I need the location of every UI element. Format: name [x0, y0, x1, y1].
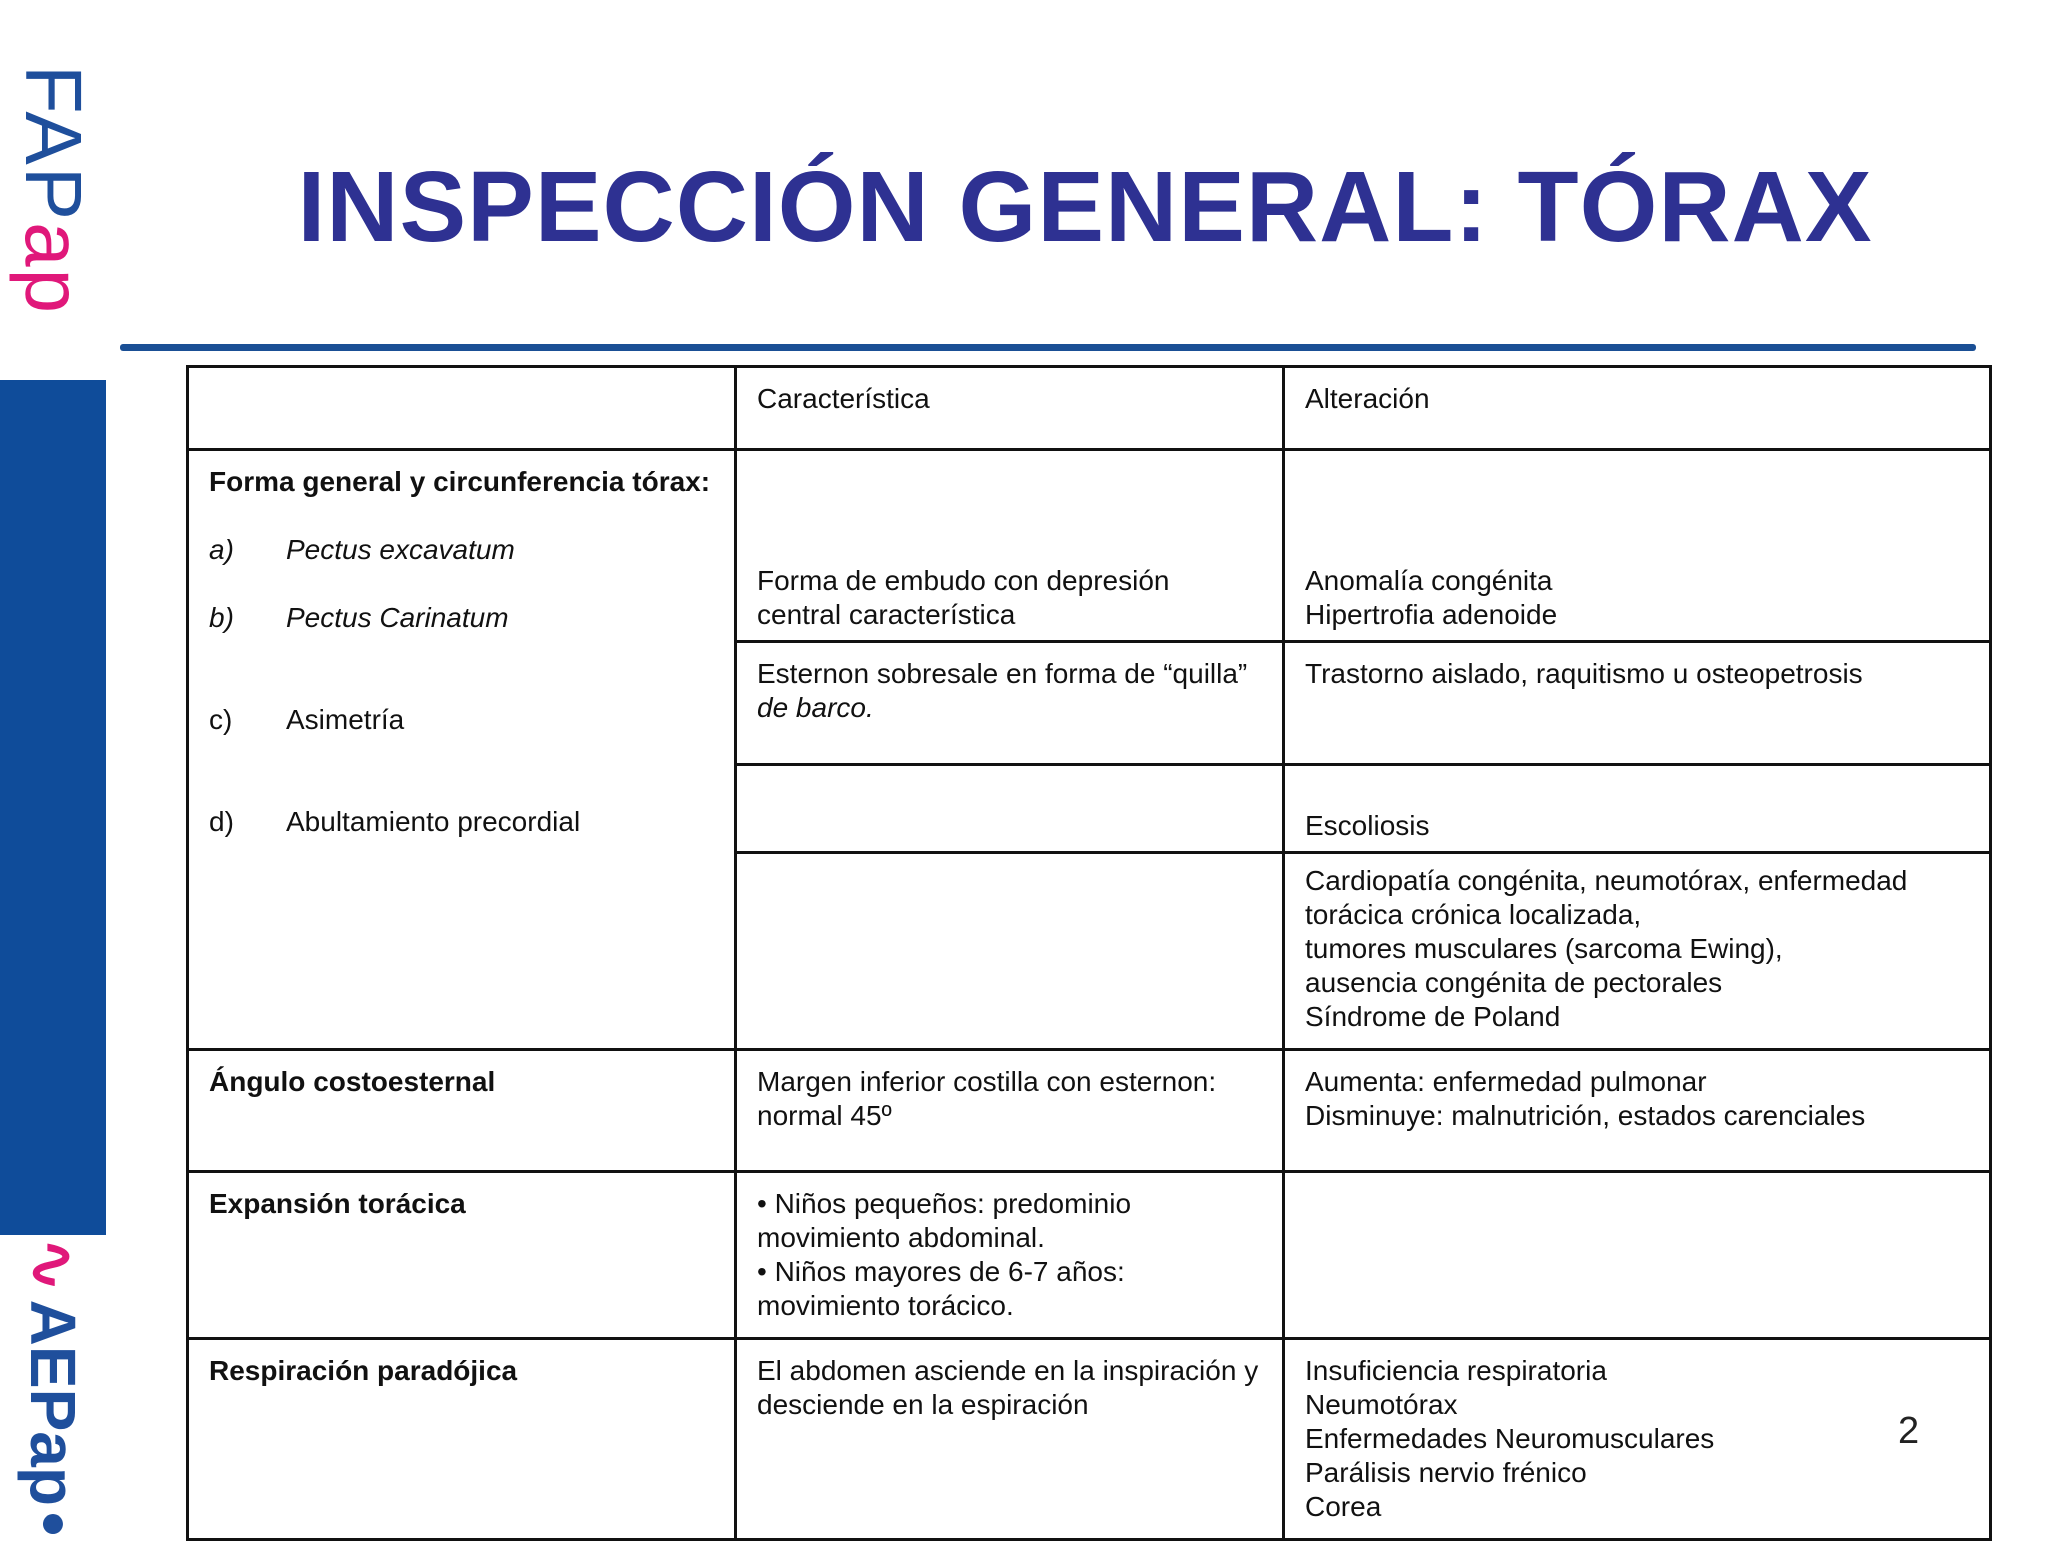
asimetria-alteracion: Escoliosis	[1284, 765, 1991, 853]
asimetria-caracteristica	[736, 765, 1284, 853]
table-header-row	[188, 367, 1991, 450]
angulo-heading: Ángulo costoesternal	[188, 1050, 736, 1172]
table-row	[188, 450, 1991, 642]
page-title: INSPECCIÓN GENERAL: TÓRAX	[297, 151, 1873, 263]
expansion-caracteristica: • Niños pequeños: predominio movimiento abdominal. • Niños mayores de 6-7 años: movimiento torácico.	[736, 1172, 1284, 1339]
title-underline	[120, 344, 1976, 351]
sidebar-blue-band	[0, 380, 106, 1235]
angulo-alteracion: Aumenta: enfermedad pulmonar Disminuye: malnutrición, estados carenciales	[1284, 1050, 1991, 1172]
table-row	[188, 1050, 1991, 1172]
carinatum-alteracion: Trastorno aislado, raquitismo u osteopetrosis	[1284, 642, 1991, 765]
aepap-swoosh-icon: ∿	[17, 1237, 89, 1292]
carinatum-caracteristica: Esternon sobresale en forma de “quilla” de barco.	[736, 642, 1284, 765]
sidebar	[0, 0, 106, 1536]
fapap-logo	[0, 0, 106, 380]
list-item: a) Pectus excavatum	[209, 534, 515, 565]
thorax-table	[186, 365, 1992, 1541]
aepap-logo-text: AEPap	[17, 1299, 89, 1506]
excavatum-alteracion: Anomalía congénita Hipertrofia adenoide	[1284, 450, 1991, 642]
header-empty	[188, 367, 736, 450]
aepap-logo	[0, 1235, 106, 1536]
table-row	[188, 1339, 1991, 1540]
forma-cell	[188, 450, 736, 1050]
table-row	[188, 1172, 1991, 1339]
aepap-dot-icon	[43, 1513, 63, 1533]
respiracion-heading: Respiración paradójica	[188, 1339, 736, 1540]
list-item: d) Abultamiento precordial	[209, 806, 581, 837]
excavatum-caracteristica: Forma de embudo con depresión central característica	[736, 450, 1284, 642]
list-item: c) Asimetría	[209, 704, 405, 735]
expansion-heading: Expansión torácica	[188, 1172, 736, 1339]
precordial-caracteristica	[736, 853, 1284, 1050]
precordial-alteracion: Cardiopatía congénita, neumotórax, enfermedad torácica crónica localizada, tumores musculares (sarcoma Ewing), ausencia congénita de pectorales Síndrome de Poland	[1284, 853, 1991, 1050]
angulo-caracteristica: Margen inferior costilla con esternon: normal 45º	[736, 1050, 1284, 1172]
list-item: b) Pectus Carinatum	[209, 602, 509, 633]
page-number: 2	[1898, 1410, 1920, 1452]
forma-heading: Forma general y circunferencia tórax:	[209, 466, 711, 497]
respiracion-caracteristica: El abdomen asciende en la inspiración y desciende en la espiración	[736, 1339, 1284, 1540]
header-alteracion: Alteración	[1284, 367, 1991, 450]
header-caracteristica: Característica	[736, 367, 1284, 450]
fapap-logo-text: FAPap	[9, 64, 98, 316]
expansion-alteracion	[1284, 1172, 1991, 1339]
respiracion-alteracion: Insuficiencia respiratoria Neumotórax Enfermedades Neuromusculares Parálisis nervio frénico Corea	[1284, 1339, 1991, 1540]
